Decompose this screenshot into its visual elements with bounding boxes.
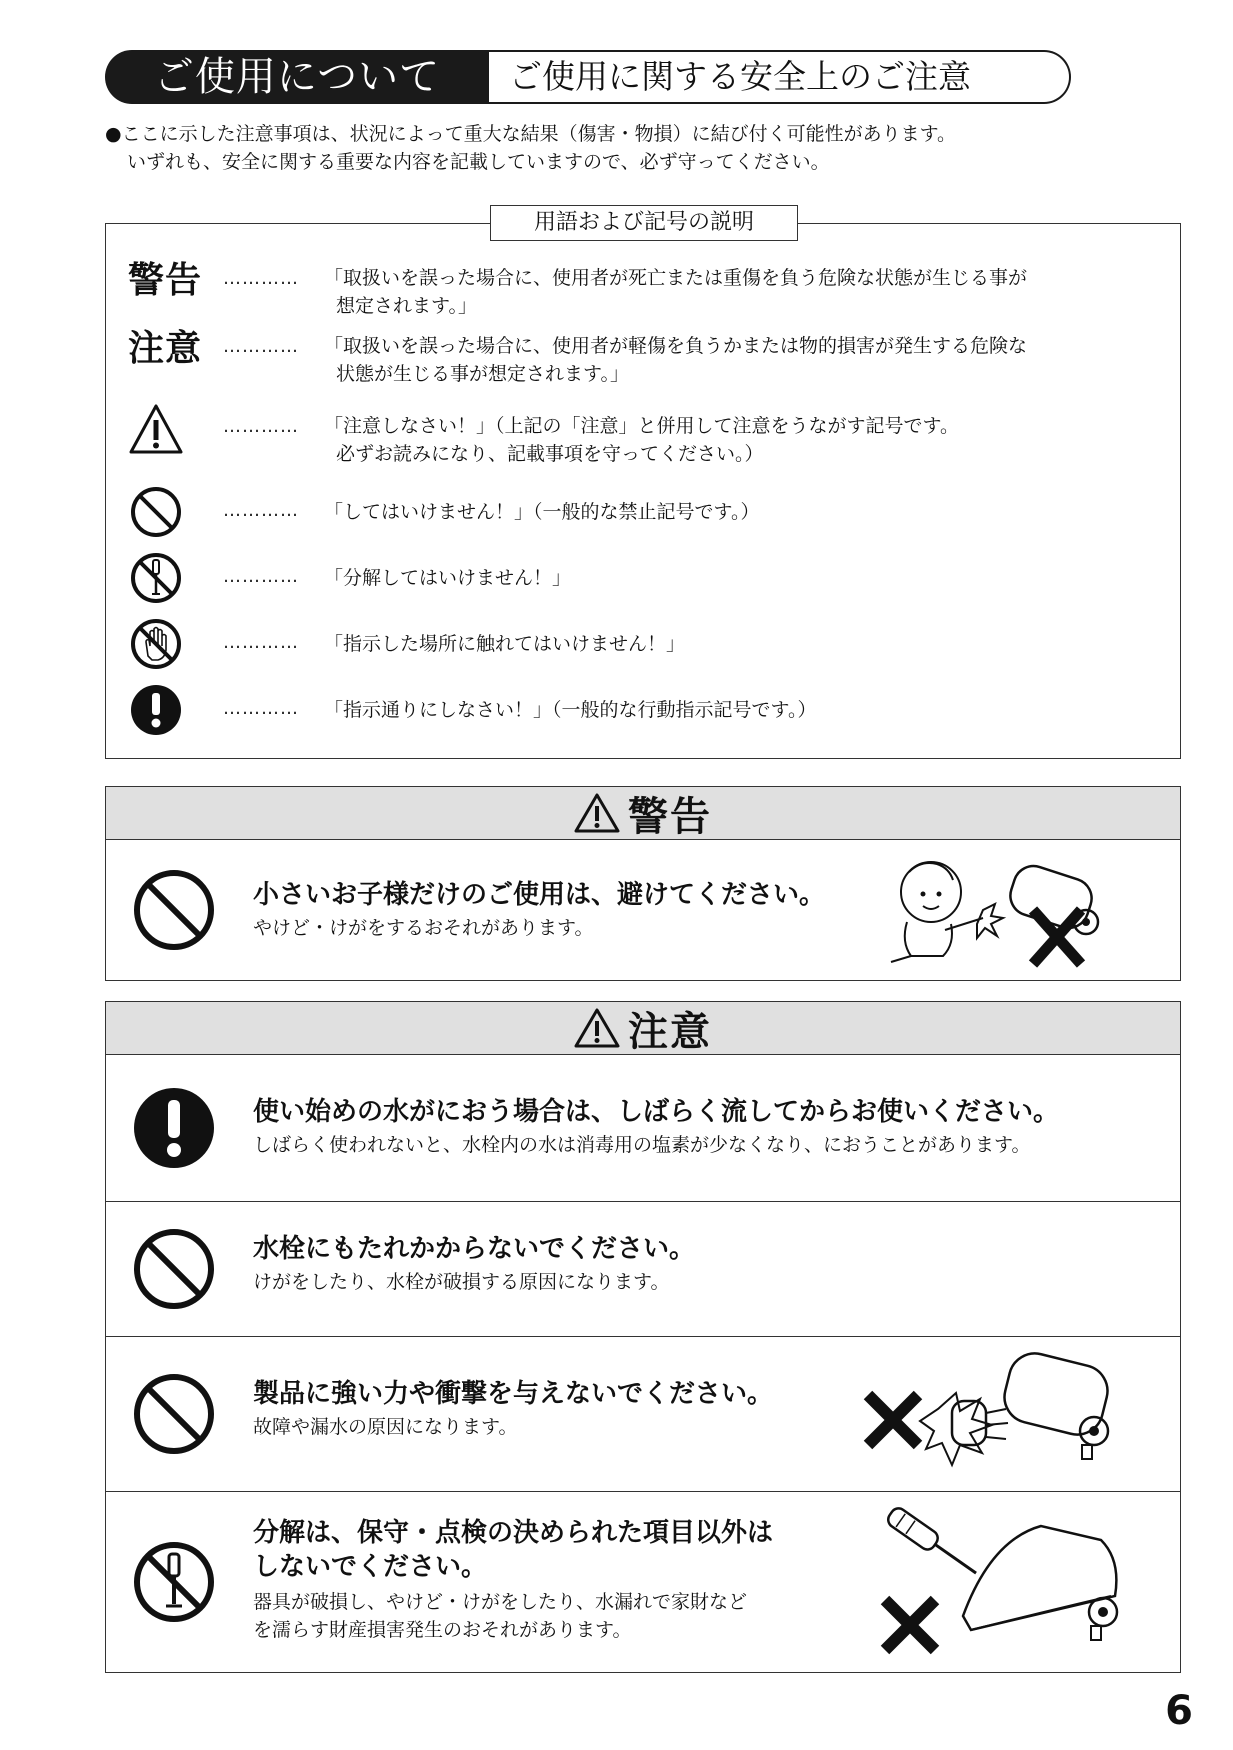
item-subtext: 故障や漏水の原因になります。 [253, 1416, 518, 1438]
legend-desc-no-touch: 「指示した場所に触れてはいけません！」 [324, 633, 686, 655]
desc-line: 「取扱いを誤った場合に、使用者が軽傷を負うかまたは物的損害が発生する危険な [324, 335, 1028, 357]
warning-item [106, 840, 1180, 980]
prohibition-icon [132, 868, 216, 952]
warning-triangle-icon [574, 792, 620, 834]
item-title-line-2: しないでください。 [253, 1552, 488, 1582]
no-disassembly-icon [132, 1540, 216, 1624]
desc-line: 必ずお読みになり、記載事項を守ってください。） [336, 443, 764, 465]
page-number: 6 [1165, 1688, 1193, 1734]
symbol-legend [105, 223, 1181, 759]
item-subtext: やけど・けがをするおそれがあります。 [253, 917, 594, 939]
leader-dots: ………… [223, 566, 299, 587]
leader-dots: ………… [223, 698, 299, 719]
warning-panel-header [106, 787, 1180, 840]
caution-panel [105, 1001, 1181, 1673]
legend-desc-no-disassemble: 「分解してはいけません！」 [324, 567, 572, 589]
legend-desc-prohibit: 「してはいけません！」（一般的な禁止記号です。） [324, 501, 760, 523]
legend-desc-caution [324, 332, 1027, 388]
item-subtext-line-1: 器具が破損し、やけど・けがをしたり、水漏れで家財など [253, 1591, 748, 1613]
prohibition-icon [132, 1227, 216, 1311]
caution-panel-title: 注意 [628, 1008, 712, 1055]
intro-line-1: ●ここに示した注意事項は、状況によって重大な結果（傷害・物損）に結び付く可能性があります。 [105, 123, 957, 145]
leader-dots: ………… [223, 500, 299, 521]
caution-item [106, 1491, 1180, 1672]
desc-line: 想定されます。」 [336, 295, 477, 317]
prohibition-icon [128, 484, 184, 540]
page-header [105, 50, 1055, 104]
item-title: 水栓にもたれかからないでください。 [253, 1234, 696, 1264]
item-subtext-line-2: を濡らす財産損害発生のおそれがあります。 [253, 1619, 632, 1641]
caution-panel-header [106, 1002, 1180, 1055]
mandatory-action-icon [128, 682, 184, 738]
section-title: ご使用について [105, 50, 489, 104]
item-subtext: しばらく使われないと、水栓内の水は消毒用の塩素が少なくなり、におうことがあります。 [253, 1134, 1031, 1156]
warning-panel-title: 警告 [628, 793, 712, 840]
item-title-line-1: 分解は、保守・点検の決められた項目以外は [253, 1518, 774, 1548]
warning-triangle-icon [128, 402, 184, 458]
warning-triangle-icon [574, 1007, 620, 1049]
item-subtext: けがをしたり、水栓が破損する原因になります。 [253, 1271, 670, 1293]
legend-term-caution: 注意 [128, 328, 203, 369]
screwdriver-faucet-illustration [871, 1500, 1141, 1666]
leader-dots: ………… [223, 416, 299, 437]
intro-line-2: いずれも、安全に関する重要な内容を記載していますので、必ず守ってください。 [127, 151, 830, 173]
legend-term-warning: 警告 [128, 260, 203, 301]
caution-item [106, 1336, 1180, 1491]
legend-desc-mandatory: 「指示通りにしなさい！」（一般的な行動指示記号です。） [324, 699, 817, 721]
desc-line: 「注意しなさい！」（上記の「注意」と併用して注意をうながす記号です。 [324, 415, 959, 437]
mandatory-action-icon [132, 1086, 216, 1170]
warning-panel [105, 786, 1181, 981]
desc-line: 「取扱いを誤った場合に、使用者が死亡または重傷を負う危険な状態が生じる事が [324, 267, 1028, 289]
intro-text [105, 120, 956, 176]
prohibition-icon [132, 1372, 216, 1456]
leader-dots: ………… [223, 336, 299, 357]
legend-desc-attention [324, 412, 959, 468]
child-touching-faucet-illustration [871, 852, 1131, 970]
item-title: 使い始めの水がにおう場合は、しばらく流してからお使いください。 [253, 1097, 1060, 1127]
caution-item [106, 1201, 1180, 1336]
item-title: 小さいお子様だけのご使用は、避けてください。 [253, 880, 826, 910]
legend-title: 用語および記号の説明 [490, 205, 798, 241]
no-touch-icon [128, 616, 184, 672]
leader-dots: ………… [223, 632, 299, 653]
item-title: 製品に強い力や衝撃を与えないでください。 [253, 1379, 774, 1409]
leader-dots: ………… [223, 268, 299, 289]
section-subtitle: ご使用に関する安全上のご注意 [489, 50, 1071, 104]
caution-item [106, 1055, 1180, 1201]
impact-on-faucet-illustration [856, 1349, 1136, 1483]
desc-line: 状態が生じる事が想定されます。」 [336, 363, 629, 385]
no-disassembly-icon [128, 550, 184, 606]
legend-desc-warning [324, 264, 1027, 320]
